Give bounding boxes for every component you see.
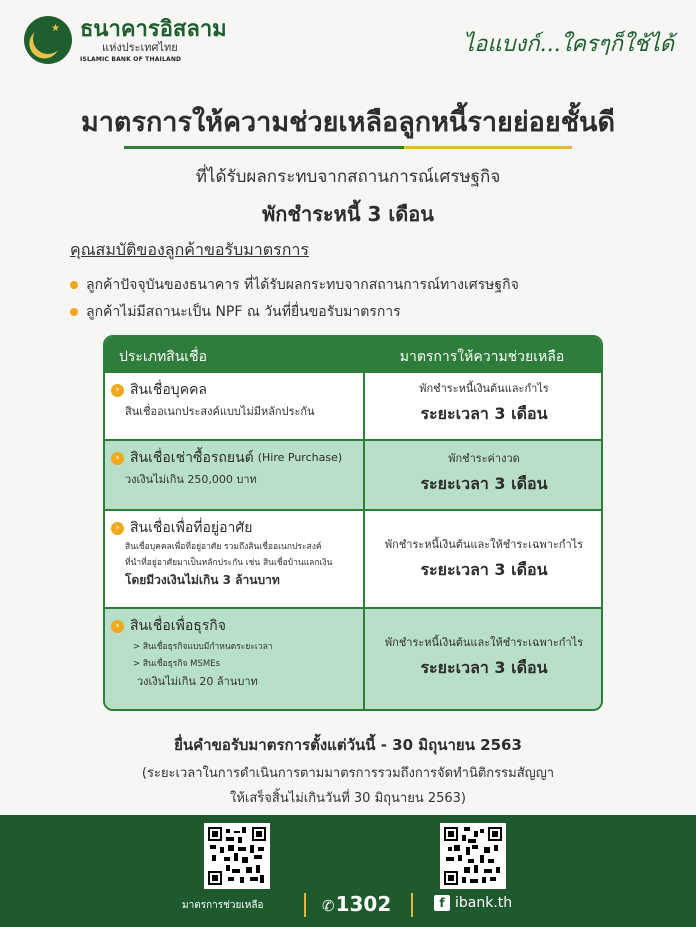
footer-note: ให้เสร็จสิ้นไม่เกินวันที่ 30 มิถุนายน 2563)	[229, 791, 466, 806]
product-title: สินเชื่อเช่าซื้อรถยนต์	[130, 450, 254, 466]
product-detail: > สินเชื่อธุรกิจแบบมีกำหนดระยะเวลา	[133, 642, 273, 652]
measure-text: พักชำระค่างวด	[448, 452, 520, 465]
title-underline	[124, 146, 572, 149]
product-detail: ที่นำที่อยู่อาศัยมาเป็นหลักประกัน เช่น สินเชื่อบ้านแลกเงิน	[125, 558, 333, 568]
bullet-dot-icon	[70, 308, 78, 316]
arrow-right-icon: ›	[111, 384, 124, 397]
product-title: สินเชื่อเพื่อที่อยู่อาศัย	[130, 520, 253, 536]
facebook-handle: ibank.th	[455, 895, 513, 911]
arrow-right-icon: ›	[111, 522, 124, 535]
measure-cell	[367, 451, 601, 495]
qualification-item	[70, 274, 519, 296]
measure-cell	[367, 537, 601, 581]
bullet-dot-icon	[70, 281, 78, 289]
product-detail: สินเชื่อบุคคลเพื่อที่อยู่อาศัย รวมถึงสินเชื่ออเนกประสงค์	[125, 542, 322, 552]
product-detail: สินเชื่ออเนกประสงค์แบบไม่มีหลักประกัน	[125, 405, 315, 418]
measure-text: พักชำระหนี้เงินต้นและให้ชำระเฉพาะกำไร	[384, 636, 584, 649]
facebook-icon: f	[434, 895, 450, 911]
product-title-en: (Hire Purchase)	[257, 451, 343, 464]
measure-period: ระยะเวลา 3 เดือน	[420, 474, 548, 493]
bank-name-block	[80, 17, 227, 64]
column-header-measure: มาตรการให้ความช่วยเหลือ	[399, 349, 565, 365]
measure-period: ระยะเวลา 3 เดือน	[420, 404, 548, 423]
measure-text: พักชำระหนี้เงินต้นและกำไร	[419, 382, 549, 395]
page-highlight: พักชำระหนี้ 3 เดือน	[262, 202, 434, 226]
bank-logo	[24, 16, 227, 64]
phone-number: 1302	[335, 892, 392, 916]
measure-cell	[367, 381, 601, 425]
measure-period: ระยะเวลา 3 เดือน	[420, 658, 548, 677]
table-row	[105, 609, 601, 711]
measure-cell	[367, 635, 601, 679]
product-detail: วงเงินไม่เกิน 20 ล้านบาท	[137, 675, 258, 688]
divider	[304, 893, 306, 917]
measure-period: ระยะเวลา 3 เดือน	[420, 560, 548, 579]
product-detail: โดยมีวงเงินไม่เกิน 3 ล้านบาท	[125, 573, 280, 587]
deadline-text: ยื่นคำขอรับมาตรการตั้งแต่วันนี้ - 30 มิถุนายน 2563	[174, 736, 522, 754]
product-title: สินเชื่อบุคคล	[130, 382, 208, 398]
arrow-right-icon: ›	[111, 620, 124, 633]
product-cell	[111, 381, 357, 421]
slogan: ไอแบงก์...ใครๆก็ใช้ได้	[463, 32, 674, 57]
qualification-text: ลูกค้าไม่มีสถานะเป็น NPF ณ วันที่ยื่นขอรับมาตรการ	[86, 304, 401, 320]
product-detail: > สินเชื่อธุรกิจ MSMEs	[133, 659, 221, 669]
loan-measures-table	[103, 335, 603, 711]
bank-name-en: ISLAMIC BANK OF THAILAND	[80, 55, 182, 63]
divider	[411, 893, 413, 917]
qualification-item	[70, 301, 401, 323]
bank-subtitle-th: แห่งประเทศไทย	[102, 40, 178, 54]
page-subtitle: ที่ได้รับผลกระทบจากสถานการณ์เศรษฐกิจ	[195, 167, 501, 187]
arrow-right-icon: ›	[111, 452, 124, 465]
crescent-logo-icon: ★	[24, 16, 72, 64]
table-header	[105, 337, 601, 373]
qualification-text: ลูกค้าปัจจุบันของธนาคาร ที่ได้รับผลกระทบจากสถานการณ์ทางเศรษฐกิจ	[86, 277, 519, 293]
measure-text: พักชำระหนี้เงินต้นและให้ชำระเฉพาะกำไร	[384, 538, 584, 551]
qr-code-icon[interactable]	[204, 823, 270, 889]
product-cell	[111, 617, 357, 691]
product-detail: วงเงินไม่เกิน 250,000 บาท	[125, 473, 257, 486]
table-row	[105, 511, 601, 607]
qr-label: มาตรการช่วยเหลือ	[182, 900, 264, 911]
page-title: มาตรการให้ความช่วยเหลือลูกหนี้รายย่อยชั้นดี	[80, 107, 616, 138]
product-cell	[111, 519, 357, 589]
qr-code-icon[interactable]	[440, 823, 506, 889]
phone-link[interactable]	[322, 892, 391, 916]
facebook-link[interactable]	[434, 895, 512, 911]
table-row	[105, 373, 601, 439]
phone-icon: ✆	[322, 897, 335, 915]
product-title: สินเชื่อเพื่อธุรกิจ	[130, 618, 226, 634]
qualifications-heading: คุณสมบัติของลูกค้าขอรับมาตรการ	[70, 240, 310, 259]
bank-name-th: ธนาคารอิสลาม	[80, 15, 227, 42]
product-cell	[111, 449, 357, 489]
column-header-product: ประเภทสินเชื่อ	[119, 349, 207, 365]
table-row	[105, 441, 601, 509]
contact-bar	[0, 815, 696, 927]
footer-note: (ระยะเวลาในการดำเนินการตามมาตรการรวมถึงการจัดทำนิติกรรมสัญญา	[141, 766, 555, 781]
